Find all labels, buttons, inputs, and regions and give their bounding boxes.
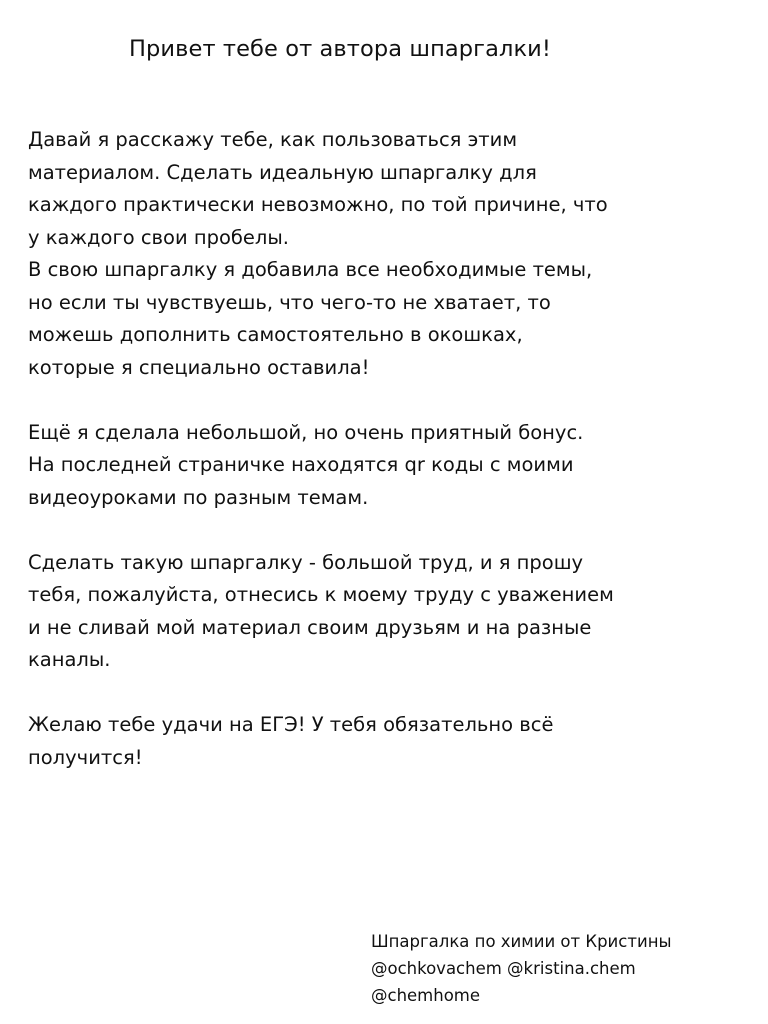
text-line: В свою шпаргалку я добавила все необходимые темы, — [28, 258, 593, 281]
social-handle: @chemhome — [371, 986, 481, 1005]
text-line: можешь дополнить самостоятельно в окошках, — [28, 323, 523, 346]
text-line: материалом. Сделать идеальную шпаргалку для — [28, 160, 537, 184]
text-line: Сделать такую шпаргалку - большой труд, и я прошу — [28, 550, 584, 574]
text-line: видеоуроками по разным темам. — [28, 485, 369, 509]
text-line: и не сливай мой материал своим друзьям и на разные — [28, 615, 592, 639]
text-line: каналы. — [28, 648, 111, 671]
text-line: На последней страничке находятся qr коды с моими — [28, 453, 574, 476]
text-line: получится! — [28, 745, 143, 769]
text-line: Ещё я сделала небольшой, но очень приятный бонус. — [28, 420, 584, 444]
social-handles: @ochkovachem @kristina.chem — [371, 959, 636, 978]
text-line: Желаю тебе удачи на ЕГЭ! У тебя обязательно всё — [28, 713, 554, 736]
text-line: Давай я расскажу тебе, как пользоваться этим — [28, 128, 518, 151]
credits-title: Шпаргалка по химии от Кристины — [371, 932, 672, 951]
page-title: Привет тебе от автора шпаргалки! — [129, 36, 551, 62]
text-line: которые я специально оставила! — [28, 355, 370, 379]
paragraph-intro — [28, 124, 740, 384]
text-line: но если ты чувствуешь, что чего-то не хватает, то — [28, 290, 551, 314]
paragraph-bonus — [28, 417, 740, 515]
author-credits — [371, 928, 761, 1009]
text-line: тебя, пожалуйста, отнесись к моему труду с уважением — [28, 583, 614, 606]
text-line: каждого практически невозможно, по той причине, что — [28, 193, 608, 216]
letter-body — [28, 124, 740, 807]
paragraph-wishes — [28, 709, 740, 774]
paragraph-request — [28, 547, 740, 677]
text-line: у каждого свои пробелы. — [28, 225, 289, 249]
